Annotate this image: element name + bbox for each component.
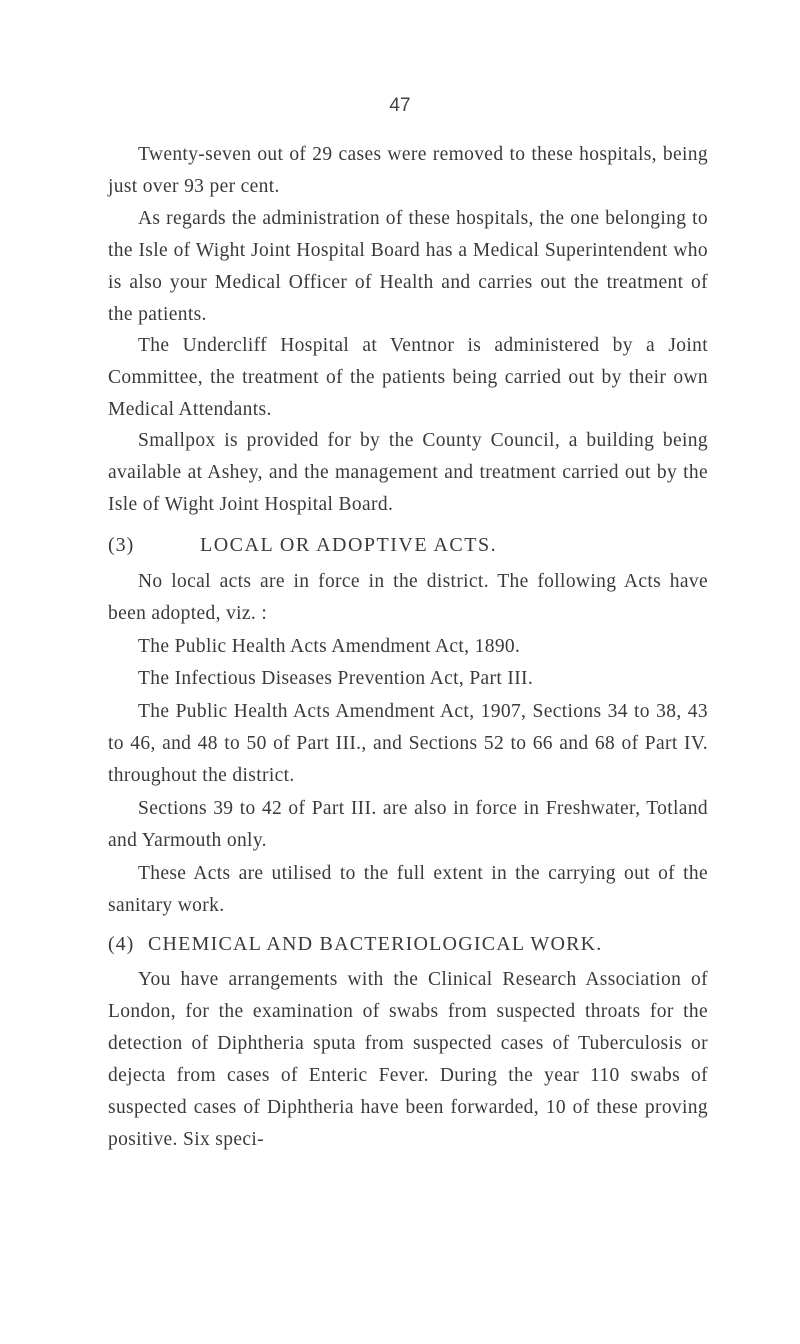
- section-heading-chemical-work: [108, 928, 708, 960]
- section-number: (3): [108, 534, 135, 556]
- act-item: The Public Health Acts Amendment Act, 1907, Sections 34 to 38, 43 to 46, and 48 to 50 of Part III., and Sections 52 to 66 and 68 of Part IV. throughout the district.: [108, 701, 708, 786]
- paragraph-acts-utilised: These Acts are utilised to the full extent in the carrying out of the sanitary work.: [108, 863, 708, 916]
- paragraph-undercliff-hospital: The Undercliff Hospital at Ventnor is administered by a Joint Committee, the treatment of the patients being carried out by their own Medical Attendants.: [108, 335, 708, 420]
- section-title: LOCAL OR ADOPTIVE ACTS.: [200, 534, 498, 556]
- section-heading-local-acts: [108, 529, 708, 561]
- act-item: The Infectious Diseases Prevention Act, Part III.: [138, 668, 534, 689]
- paragraph-administration: As regards the administration of these hospitals, the one belonging to the Isle of Wight Joint Hospital Board has a Medical Superintendent who is also your Medical Officer of Health and carries out the treatment of the patients.: [108, 208, 708, 325]
- paragraph-cases-removed: Twenty-seven out of 29 cases were removed to these hospitals, being just over 93 per cent.: [108, 144, 708, 197]
- paragraph-local-acts-intro: No local acts are in force in the district. The following Acts have been adopted, viz. :: [108, 571, 708, 624]
- page-number: 47: [389, 95, 411, 116]
- paragraph-smallpox: Smallpox is provided for by the County Council, a building being available at Ashey, and the management and treatment carried out by the Isle of Wight Joint Hospital Board.: [108, 430, 708, 515]
- act-item: The Public Health Acts Amendment Act, 1890.: [138, 636, 521, 657]
- paragraph-clinical-research: You have arrangements with the Clinical Research Association of London, for the examination of swabs from suspected throats for the detection of Diphtheria sputa from suspected cases of Tuberculosis or dejecta from cases of Enteric Fever. During the year 110 swabs of suspected cases of Diphtheria have been forwarded, 10 of these proving positive. Six speci-: [108, 969, 708, 1150]
- section-number: (4): [108, 933, 135, 955]
- section-title: CHEMICAL AND BACTERIOLOGICAL WORK.: [148, 933, 603, 955]
- paragraph-sections-note: Sections 39 to 42 of Part III. are also in force in Freshwater, Totland and Yarmouth only.: [108, 798, 708, 851]
